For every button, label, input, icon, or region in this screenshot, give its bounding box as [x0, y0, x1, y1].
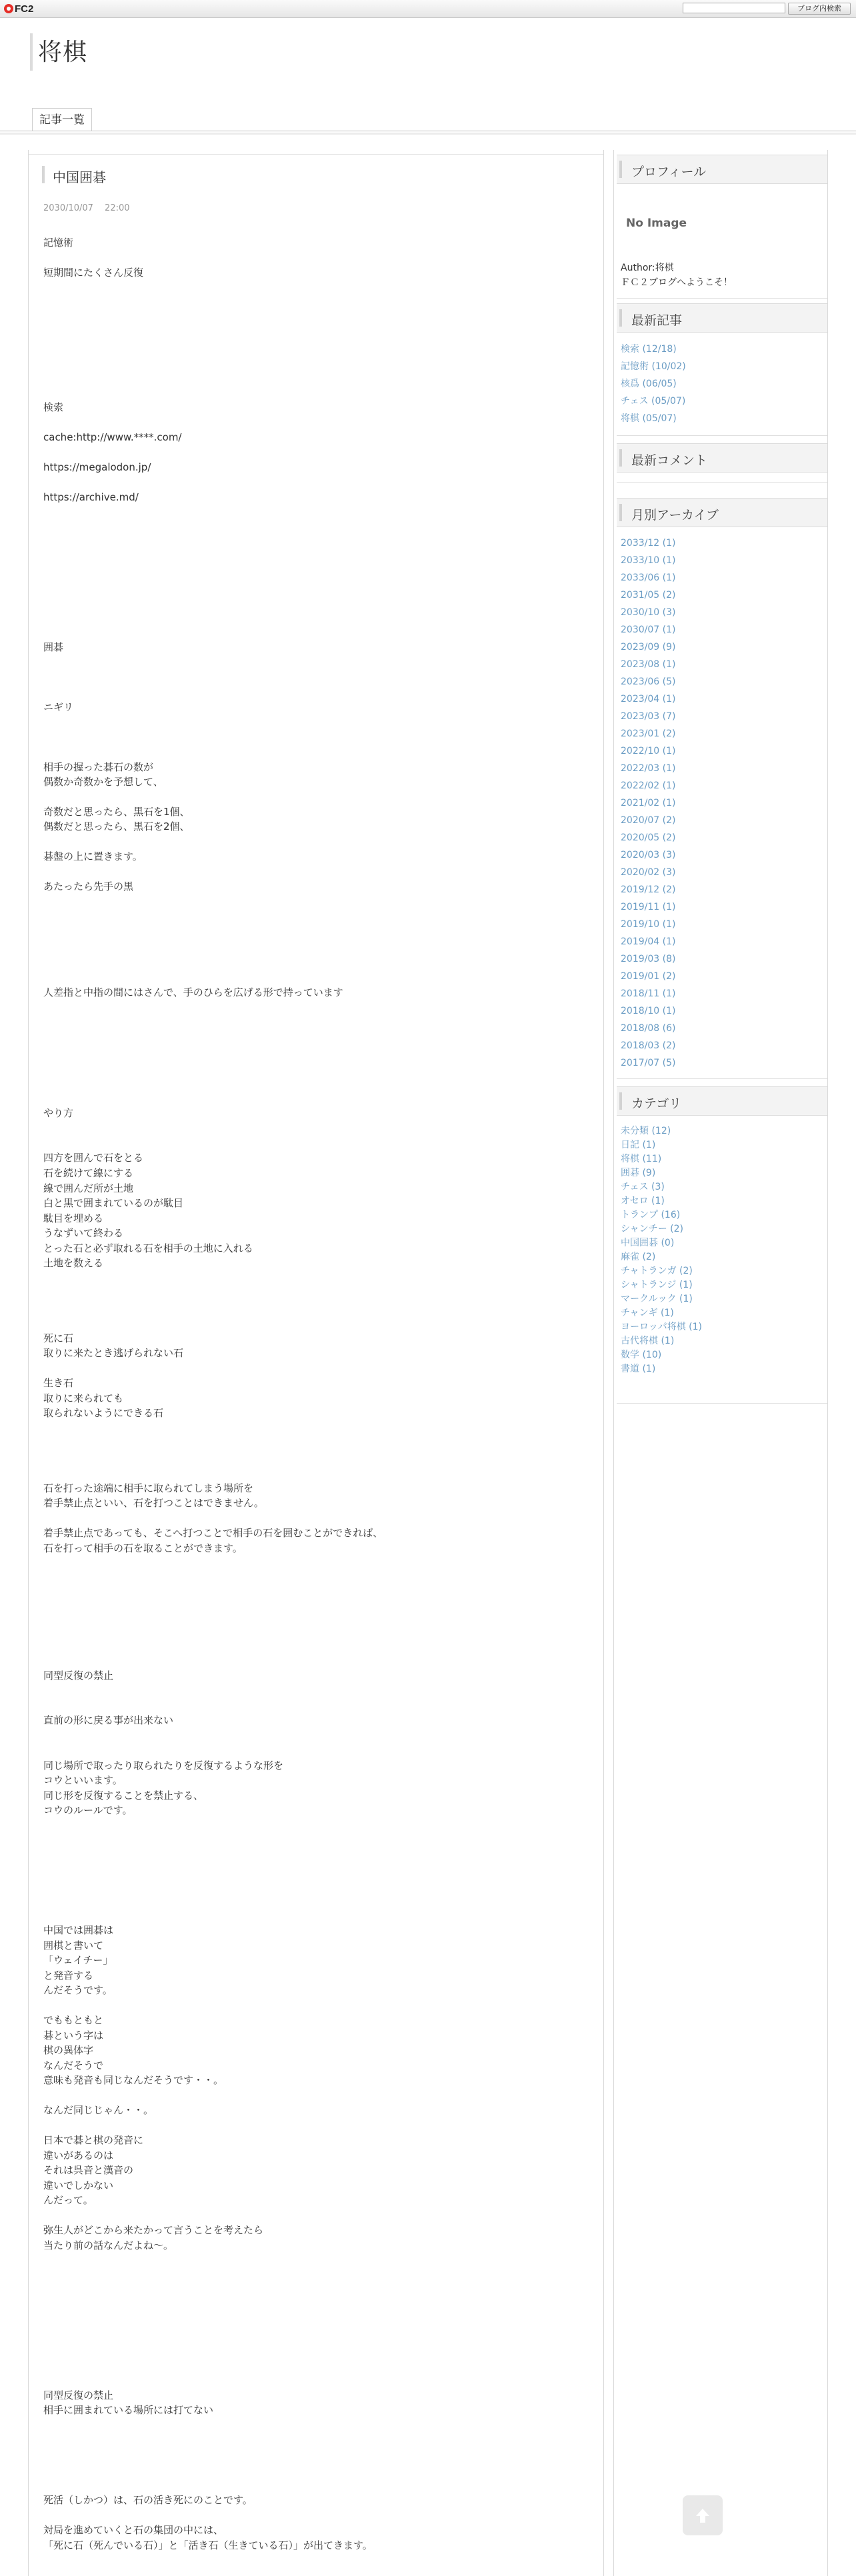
recent-heading: 最新記事 [631, 313, 683, 328]
entry-line: 違いでしかない [43, 2179, 114, 2191]
archive-link[interactable]: 2019/12 (2) [621, 884, 676, 895]
entry-line: 当たり前の話なんだよね～。 [43, 2239, 174, 2251]
recent-post-link[interactable]: 記憶術 (10/02) [621, 361, 686, 372]
profile-heading-box [617, 155, 827, 184]
entry-line: 相手の握った碁石の数が [43, 761, 154, 773]
entry-line: なんだ同じじゃん・・。 [43, 2104, 154, 2116]
entry-line: 偶数だと思ったら、黒石を2個、 [43, 820, 190, 832]
archive-link[interactable]: 2023/01 (2) [621, 728, 676, 739]
entry-line: 取りに来たとき逃げられない石 [43, 1347, 184, 1359]
archive-link[interactable]: 2030/07 (1) [621, 625, 676, 635]
main-top-divider [29, 154, 603, 155]
header-divider-shadow [0, 133, 856, 135]
archive-link[interactable]: 2033/06 (1) [621, 573, 676, 583]
entry-line: うなずいて終わる [43, 1227, 124, 1239]
entry-line: 弥生人がどこから来たかって言うことを考えたら [43, 2224, 264, 2236]
entry-line: 着手禁止点といい、石を打つことはできません。 [43, 1497, 264, 1509]
entry-line: んだって。 [43, 2194, 93, 2206]
category-link[interactable]: 麻雀 (2) [621, 1252, 656, 1262]
entry-line: 直前の形に戻る事が出来ない [43, 1714, 174, 1726]
nav-tab-article-list[interactable]: 記事一覧 [32, 108, 92, 131]
sidebar-divider [617, 435, 827, 436]
recent-heading-box [617, 303, 827, 333]
archive-link[interactable]: 2019/03 (8) [621, 954, 676, 964]
entry-line: 死活（しかつ）は、石の活き死にのことです。 [43, 2494, 253, 2506]
heading-accent [619, 1092, 622, 1110]
entry-title[interactable]: 中国囲碁 [53, 169, 106, 185]
entry-line: あたったら先手の黒 [43, 880, 134, 892]
archive-link[interactable]: 2017/07 (5) [621, 1058, 676, 1068]
entry-line: 白と黒で囲まれているのが駄目 [43, 1197, 184, 1209]
category-link[interactable]: チャトランガ (2) [621, 1266, 693, 1276]
heading-accent [619, 161, 622, 178]
archive-link[interactable]: 2020/02 (3) [621, 867, 676, 878]
category-link[interactable]: トランプ (16) [621, 1210, 681, 1220]
category-link[interactable]: シャンチー (2) [621, 1224, 684, 1234]
entry-line: 人差指と中指の間にはさんで、手のひらを広げる形で持っています [43, 986, 343, 998]
entry-line: でももともと [43, 2014, 104, 2026]
sidebar [613, 150, 828, 2576]
entry-line: 駄目を埋める [43, 1212, 104, 1224]
sidebar-divider [617, 1078, 827, 1079]
archive-link[interactable]: 2020/03 (3) [621, 850, 676, 860]
entry-line: 相手に囲まれている場所には打てない [43, 2404, 214, 2416]
entry-line: https://megalodon.jp/ [43, 461, 151, 473]
entry-line: 奇数だと思ったら、黒石を1個、 [43, 806, 190, 818]
archive-link[interactable]: 2023/08 (1) [621, 659, 676, 670]
archive-link[interactable]: 2018/03 (2) [621, 1040, 676, 1051]
entry-line: 線で囲んだ所が土地 [43, 1182, 134, 1194]
entry-line: 検索 [43, 401, 64, 413]
entry-line: 日本で碁と棋の発音に [43, 2134, 144, 2146]
entry-line: 土地を数える [43, 1257, 104, 1269]
entry-line: 違いがあるのは [43, 2149, 114, 2161]
blog-search-input[interactable] [683, 3, 785, 13]
category-link[interactable]: マークルック (1) [621, 1294, 693, 1304]
archive-link[interactable]: 2023/03 (7) [621, 711, 676, 722]
category-link[interactable]: 数学 (10) [621, 1350, 662, 1360]
entry-line: コウのルールです。 [43, 1804, 133, 1816]
entry-line: 対局を進めていくと石の集団の中には、 [43, 2524, 224, 2536]
sidebar-divider [617, 482, 827, 483]
entry-line: 意味も発音も同じなんだそうです・・。 [43, 2074, 224, 2086]
archive-link[interactable]: 2031/05 (2) [621, 590, 676, 601]
entry-line: 着手禁止点であっても、そこへ打つことで相手の石を囲むことができれば、 [43, 1527, 383, 1539]
entry-line: 石を打って相手の石を取ることができます。 [43, 1542, 243, 1554]
entry-line: 記憶術 [43, 237, 74, 249]
entry-line: https://archive.md/ [43, 491, 139, 503]
category-link[interactable]: 古代将棋 (1) [621, 1336, 675, 1346]
entry-line: 短期間にたくさん反復 [43, 267, 144, 279]
archive-link[interactable]: 2021/02 (1) [621, 798, 676, 808]
entry-line: 同じ形を反復することを禁止する、 [43, 1790, 204, 1802]
recent-post-link[interactable]: チェス (05/07) [621, 396, 686, 407]
entry-line: 死に石 [43, 1332, 74, 1344]
archive-link[interactable]: 2023/04 (1) [621, 694, 676, 704]
entry-line: 囲棋と書いて [43, 1939, 104, 1951]
main-column [28, 150, 604, 2576]
category-link[interactable]: 将棋 (11) [621, 1154, 662, 1164]
comments-heading: 最新コメント [631, 453, 708, 468]
recent-post-link[interactable]: 検索 (12/18) [621, 344, 677, 355]
archive-link[interactable]: 2019/10 (1) [621, 919, 676, 930]
entry-line: 「ウェイチー」 [43, 1954, 113, 1966]
fc2-logo-icon [4, 4, 13, 13]
entry-line: 四方を囲んで石をとる [43, 1152, 144, 1164]
category-link[interactable]: ヨーロッパ将棋 (1) [621, 1322, 703, 1332]
entry-line: なんだそうで [43, 2059, 104, 2071]
category-link[interactable]: シャトランジ (1) [621, 1280, 693, 1290]
entry-line: と発音する [43, 1969, 94, 1981]
archive-link[interactable]: 2019/01 (2) [621, 971, 676, 982]
entry-line: 偶数か奇数かを予想して、 [43, 776, 163, 788]
profile-message: ＦＣ２ブログへようこそ！ [621, 277, 733, 288]
category-link[interactable]: 囲碁 (9) [621, 1168, 656, 1178]
entry-line: コウといいます。 [43, 1774, 123, 1786]
archives-heading-box [617, 498, 827, 527]
entry-line: 石を打った途端に相手に取られてしまう場所を [43, 1482, 254, 1494]
entry-line: 生き石 [43, 1377, 74, 1389]
entry-line: 石を続けて線にする [43, 1167, 134, 1179]
archive-link[interactable]: 2018/08 (6) [621, 1023, 676, 1034]
entry-line: 碁盤の上に置きます。 [43, 850, 143, 862]
entry-line: ニギリ [43, 701, 74, 713]
categories-heading-box [617, 1086, 827, 1116]
archive-link[interactable]: 2023/06 (5) [621, 676, 676, 687]
entry-line: 碁という字は [43, 2029, 104, 2041]
arrow-up-icon [693, 2505, 713, 2525]
categories-heading: カテゴリ [631, 1096, 682, 1111]
entry-date: 2030/10/07 22:00 [43, 203, 130, 213]
archive-link[interactable]: 2033/12 (1) [621, 538, 676, 549]
archive-link[interactable]: 2019/11 (1) [621, 902, 676, 912]
entry-line: 取られないようにできる石 [43, 1407, 164, 1419]
sidebar-divider [617, 298, 827, 299]
comments-heading-box [617, 443, 827, 473]
sidebar-divider [617, 1403, 827, 1404]
entry-line: 中国では囲碁は [43, 1924, 114, 1936]
entry-line: 「死に石（死んでいる石）」と「活き石（生きている石）」が出てきます。 [43, 2539, 373, 2551]
fc2-toolbar [0, 0, 856, 18]
category-link[interactable]: チェス (3) [621, 1182, 665, 1192]
heading-accent [619, 449, 622, 467]
entry-line: 同型反復の禁止 [43, 2389, 114, 2401]
recent-post-link[interactable]: 核爲 (06/05) [621, 379, 677, 389]
fc2-logo-text: FC2 [15, 3, 34, 15]
entry-line: 同じ場所で取ったり取られたりを反復するような形を [43, 1760, 284, 1772]
blog-title[interactable]: 将棋 [38, 39, 88, 66]
category-link[interactable]: オセロ (1) [621, 1196, 665, 1206]
entry-line: 棋の異体字 [43, 2044, 94, 2056]
archive-link[interactable]: 2018/10 (1) [621, 1006, 676, 1016]
archive-link[interactable]: 2030/10 (3) [621, 607, 676, 618]
scroll-to-top-button[interactable] [683, 2495, 723, 2535]
archives-heading: 月別アーカイブ [631, 508, 719, 523]
profile-author: Author:将棋 [621, 263, 674, 273]
category-link[interactable]: 日記 (1) [621, 1140, 656, 1150]
archive-link[interactable]: 2020/07 (2) [621, 815, 676, 826]
entry-line: んだそうです。 [43, 1984, 113, 1996]
entry-line: cache:http://www.****.com/ [43, 431, 182, 443]
entry-line: とった石と必ず取れる石を相手の土地に入れる [43, 1242, 253, 1254]
archive-link[interactable]: 2022/10 (1) [621, 746, 676, 756]
archive-link[interactable]: 2018/11 (1) [621, 988, 676, 999]
profile-no-image: No Image [626, 217, 687, 230]
profile-heading: プロフィール [631, 165, 707, 179]
archive-link[interactable]: 2019/04 (1) [621, 936, 676, 947]
category-link[interactable]: 未分類 (12) [621, 1126, 671, 1136]
category-link[interactable]: 中国囲碁 (0) [621, 1238, 675, 1248]
recent-post-link[interactable]: 将棋 (05/07) [621, 413, 677, 424]
fc2-logo[interactable] [4, 3, 33, 15]
entry-line: それは呉音と漢音の [43, 2164, 134, 2176]
entry-line: 同型反復の禁止 [43, 1670, 114, 1682]
category-link[interactable]: 書道 (1) [621, 1364, 656, 1374]
entry-title-accent [42, 166, 45, 183]
heading-accent [619, 504, 622, 521]
blog-search-button[interactable]: ブログ内検索 [788, 3, 851, 15]
title-accent [30, 33, 33, 71]
archive-link[interactable]: 2023/09 (9) [621, 642, 676, 652]
archive-link[interactable]: 2022/02 (1) [621, 780, 676, 791]
entry-line: やり方 [43, 1107, 74, 1119]
archive-link[interactable]: 2020/05 (2) [621, 832, 676, 843]
archive-link[interactable]: 2033/10 (1) [621, 555, 676, 566]
archive-link[interactable]: 2022/03 (1) [621, 763, 676, 774]
entry-line: 囲碁 [43, 641, 64, 653]
heading-accent [619, 309, 622, 327]
category-link[interactable]: チャンギ (1) [621, 1308, 674, 1318]
entry-line: 取りに来られても [43, 1392, 124, 1404]
